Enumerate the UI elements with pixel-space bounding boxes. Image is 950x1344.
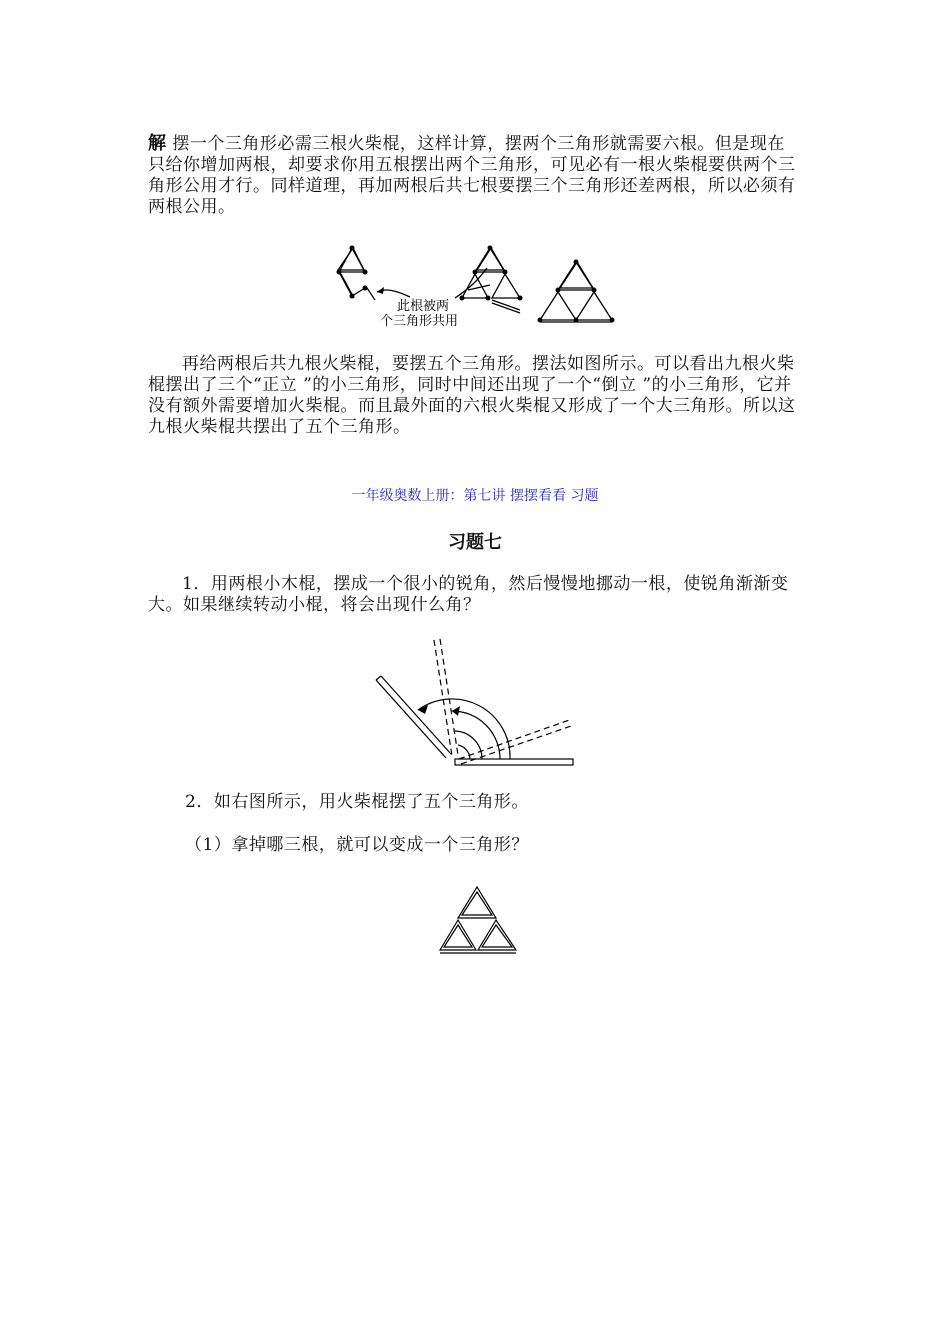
question-2-sub-1: （1）拿掉哪三根，就可以变成一个三角形？: [185, 835, 529, 855]
solution-label: 解: [148, 133, 167, 154]
figure-caption-line2: 个三角形共用: [380, 314, 459, 329]
question-2: 2．如右图所示，用火柴棍摆了五个三角形。: [185, 792, 529, 812]
exercise-title: 习题七: [448, 532, 502, 553]
solution-text: 摆一个三角形必需三根火柴棍，这样计算，摆两个三角形就需要六根。但是现在只给你增加两根，却要求你用五根摆出两个三角形，可见必有一根火柴棍要供两个三角形公用才行。同样道理，再加两根后共七根要摆三个三角形还差两根，所以必须有两根公用。: [148, 134, 796, 217]
figure-caption-line1: 此根被两: [397, 299, 450, 314]
question-1: 1．用两根小木棍，摆成一个很小的锐角，然后慢慢地挪动一根，使锐角渐渐变大。如果继续转动小棍，将会出现什么角？: [148, 574, 789, 615]
lesson-link[interactable]: 一年级奥数上册：第七讲 摆摆看看 习题: [351, 488, 599, 504]
explanation-text: 再给两根后共九根火柴棍，要摆五个三角形。摆法如图所示。可以看出九根火柴棍摆出了三个“正立 ”的小三角形，同时中间还出现了一个“倒立 ”的小三角形，它并没有额外需要增加火柴棍。而且最外面的六根火柴棍又形成了一个大三角形。所以这九根火柴棍共摆出了五个三角形。: [148, 354, 796, 437]
